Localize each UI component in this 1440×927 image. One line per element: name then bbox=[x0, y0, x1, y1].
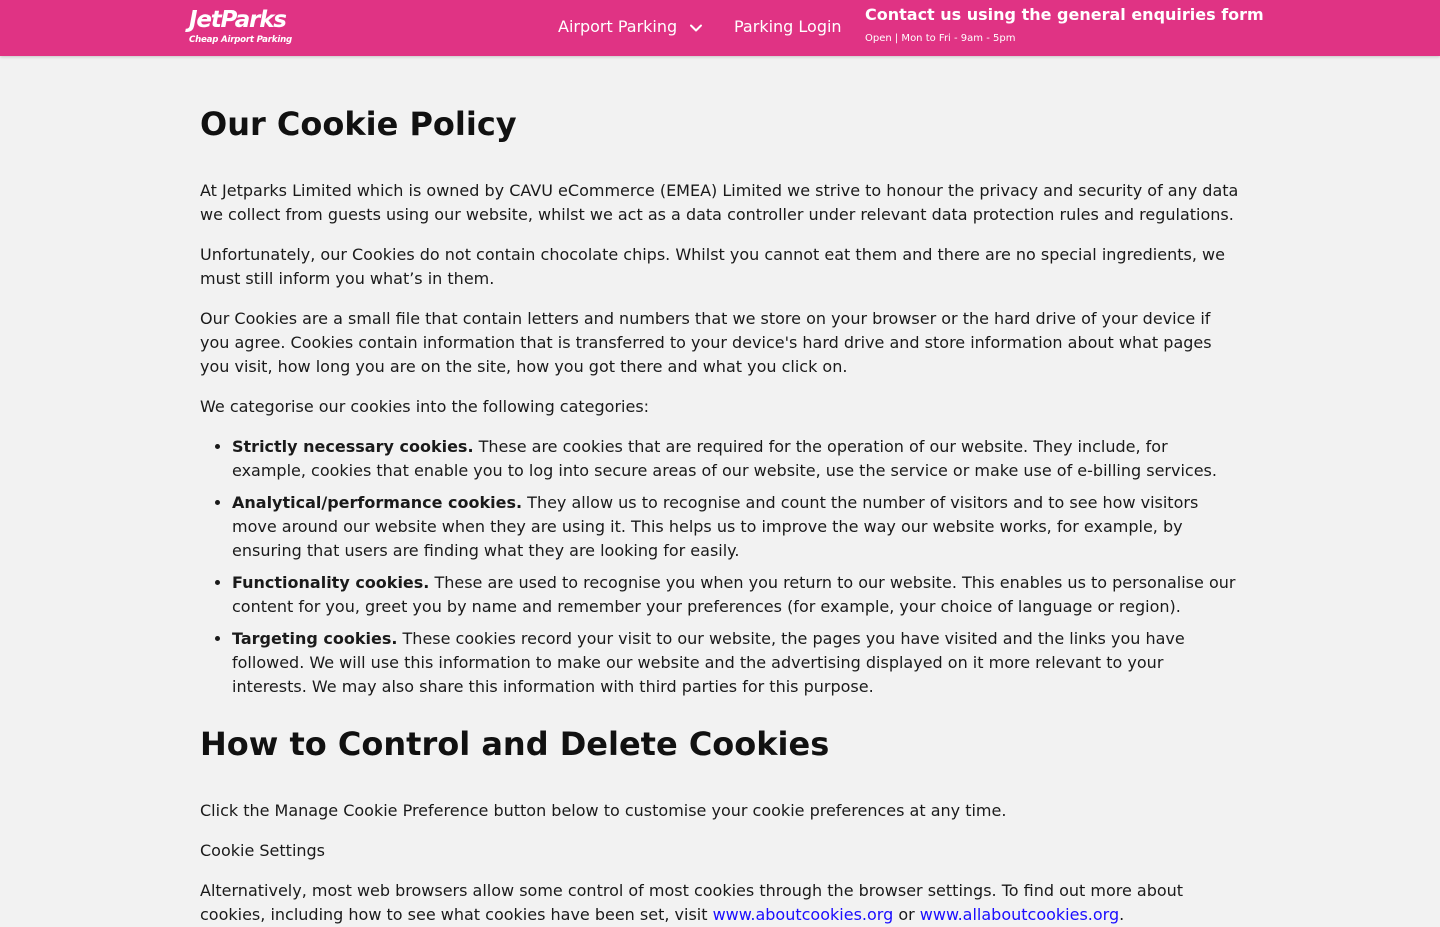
chevron-down-icon bbox=[689, 20, 703, 34]
intro-paragraph: Our Cookies are a small file that contain letters and numbers that we store on your browser or the hard drive of your device if you agree. Cookies contain information that is transferred to your device's hard drive and store information about what pages you visit, how long you are on the site, how you got there and what you click on. bbox=[200, 309, 1212, 376]
intro-paragraph: At Jetparks Limited which is owned by CAVU eCommerce (EMEA) Limited we strive to honour the privacy and security of any data we collect from guests using our website, whilst we act as a data controller under relevant data protection rules and regulations. bbox=[200, 181, 1239, 224]
list-item bbox=[232, 491, 1240, 563]
cookie-settings-button[interactable]: Cookie Settings bbox=[200, 841, 326, 860]
list-item bbox=[232, 435, 1240, 483]
jetparks-logo[interactable] bbox=[189, 9, 301, 47]
contact-opening-hours: Open | Mon to Fri - 9am - 5pm bbox=[865, 33, 1016, 44]
section-title-control-cookies: How to Control and Delete Cookies bbox=[200, 725, 830, 763]
browser-settings-text: or bbox=[893, 905, 920, 924]
list-item bbox=[232, 627, 1240, 699]
list-item bbox=[232, 571, 1240, 619]
nav-airport-parking-label: Airport Parking bbox=[558, 17, 678, 36]
intro-paragraph: We categorise our cookies into the following categories: bbox=[200, 397, 650, 416]
top-navigation-bar bbox=[0, 0, 1440, 56]
allaboutcookies-link[interactable]: www.allaboutcookies.org bbox=[919, 905, 1120, 924]
main-content bbox=[200, 100, 1240, 927]
category-description: They allow us to recognise and count the number of visitors and to see how visitors move around our website when they are using it. This helps us to improve the way our website works, for example, by ensuring that users are finding what they are looking for easily. bbox=[232, 493, 1199, 560]
category-description: These cookies record your visit to our website, the pages you have visited and the links you have followed. We will use this information to make our website and the advertising displayed on it more relevant to your interests. We may also share this information with third parties for this purpose. bbox=[232, 629, 1185, 696]
category-description: These are cookies that are required for the operation of our website. They include, for example, cookies that enable you to log into secure areas of our website, use the service or make use of e-billing services. bbox=[232, 437, 1217, 480]
category-name: Strictly necessary cookies. bbox=[232, 437, 474, 456]
contact-enquiries-link[interactable]: Contact us using the general enquiries form bbox=[865, 5, 1264, 24]
aboutcookies-link[interactable]: www.aboutcookies.org bbox=[712, 905, 894, 924]
nav-airport-parking[interactable] bbox=[558, 17, 703, 37]
category-name: Analytical/performance cookies. bbox=[232, 493, 523, 512]
control-paragraph: Click the Manage Cookie Preference button below to customise your cookie preferences at any time. bbox=[200, 801, 1007, 820]
category-name: Functionality cookies. bbox=[232, 573, 430, 592]
browser-settings-text: Alternatively, most web browsers allow some control of most cookies through the browser settings. To find out more about cookies, including how to see what cookies have been set, visit bbox=[200, 881, 1184, 924]
contact-block bbox=[865, 5, 1264, 46]
nav-parking-login[interactable]: Parking Login bbox=[734, 17, 842, 36]
logo-wordmark: JetParks bbox=[189, 7, 286, 33]
cookie-categories-list bbox=[200, 435, 1240, 699]
browser-settings-paragraph bbox=[200, 879, 1240, 927]
page-title: Our Cookie Policy bbox=[200, 105, 517, 143]
category-description: These are used to recognise you when you return to our website. This enables us to personalise our content for you, greet you by name and remember your preferences (for example, your choice of language or region). bbox=[232, 573, 1236, 616]
category-name: Targeting cookies. bbox=[232, 629, 398, 648]
logo-tagline: Cheap Airport Parking bbox=[189, 35, 292, 45]
browser-settings-text: . bbox=[1119, 905, 1125, 924]
intro-paragraph: Unfortunately, our Cookies do not contain chocolate chips. Whilst you cannot eat them and there are no special ingredients, we must still inform you what’s in them. bbox=[200, 245, 1225, 288]
